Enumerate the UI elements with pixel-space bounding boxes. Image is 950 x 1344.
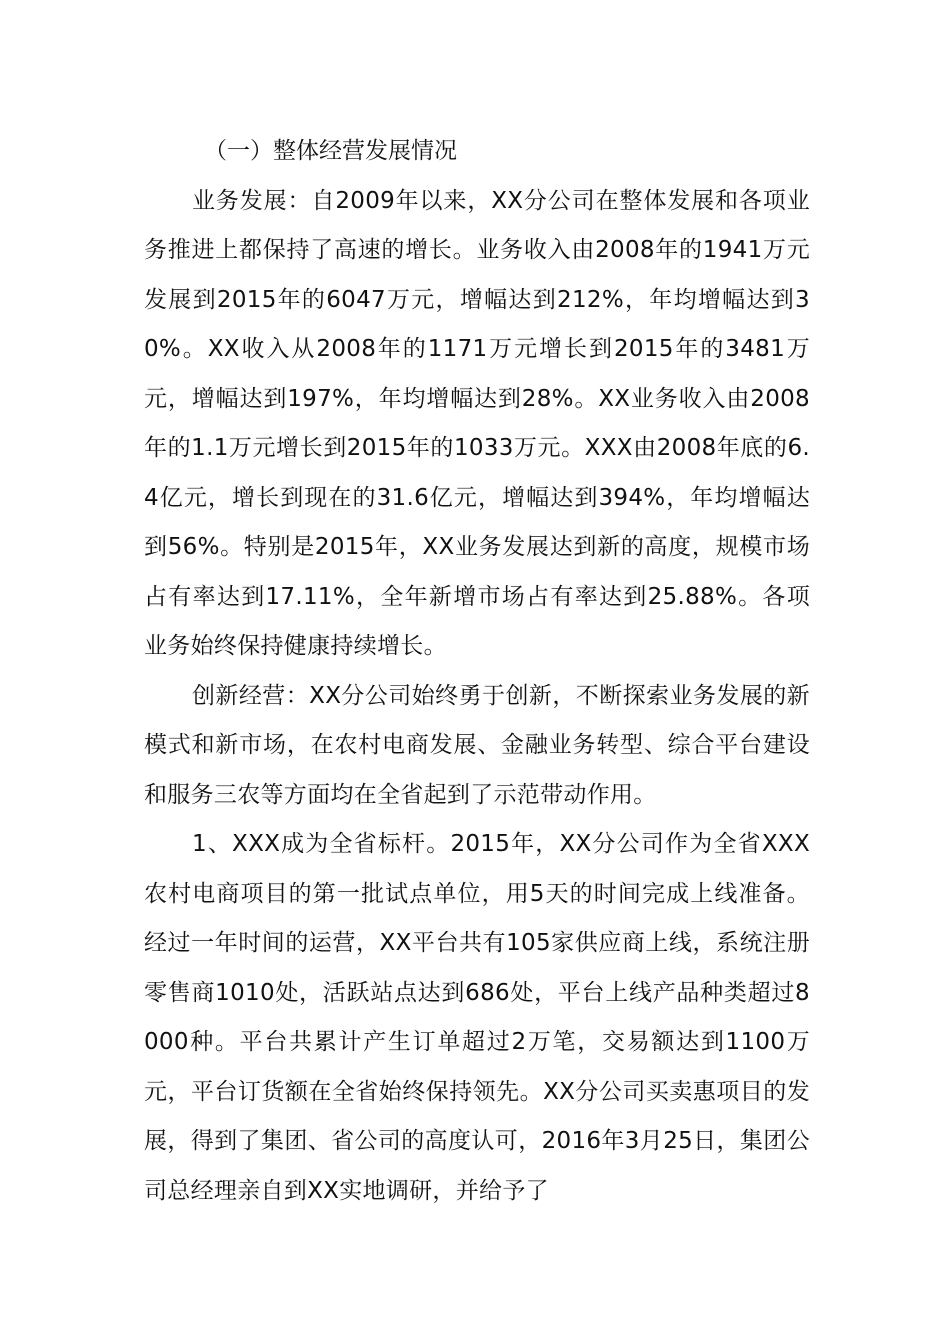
paragraph-business-development: 业务发展：自2009年以来，XX分公司在整体发展和各项业务推进上都保持了高速的增长。业务收入由2008年的1941万元发展到2015年的6047万元，增幅达到212%，年均增幅达到30%。XX收入从2008年的1171万元增长到2015年的3481万元，增幅达到197%，年均增幅达到28%。XX业务收入由2008年的1.1万元增长到2015年的1033万元。XXX由2008年底的6.4亿元，增长到现在的31.6亿元，增幅达到394%，年均增幅达到56%。特别是2015年，XX业务发展达到新的高度，规模市场占有率达到17.11%，全年新增市场占有率达到25.88%。各项业务始终保持健康持续增长。 — [144, 187, 810, 659]
document-body — [144, 127, 810, 1216]
paragraph-provincial-benchmark: 1、XXX成为全省标杆。2015年，XX分公司作为全省XXX农村电商项目的第一批试点单位，用5天的时间完成上线准备。经过一年时间的运营，XX平台共有105家供应商上线，系统注册零售商1010处，活跃站点达到686处，平台上线产品种类超过8000种。平台共累计产生订单超过2万笔，交易额达到1100万元，平台订货额在全省始终保持领先。XX分公司买卖惠项目的发展，得到了集团、省公司的高度认可，2016年3月25日，集团公司总经理亲自到XX实地调研，并给予了 — [144, 831, 810, 1204]
paragraph-innovative-operation: 创新经营：XX分公司始终勇于创新，不断探索业务发展的新模式和新市场，在农村电商发展、金融业务转型、综合平台建设和服务三农等方面均在全省起到了示范带动作用。 — [144, 682, 810, 808]
section-heading: （一）整体经营发展情况 — [204, 138, 457, 164]
